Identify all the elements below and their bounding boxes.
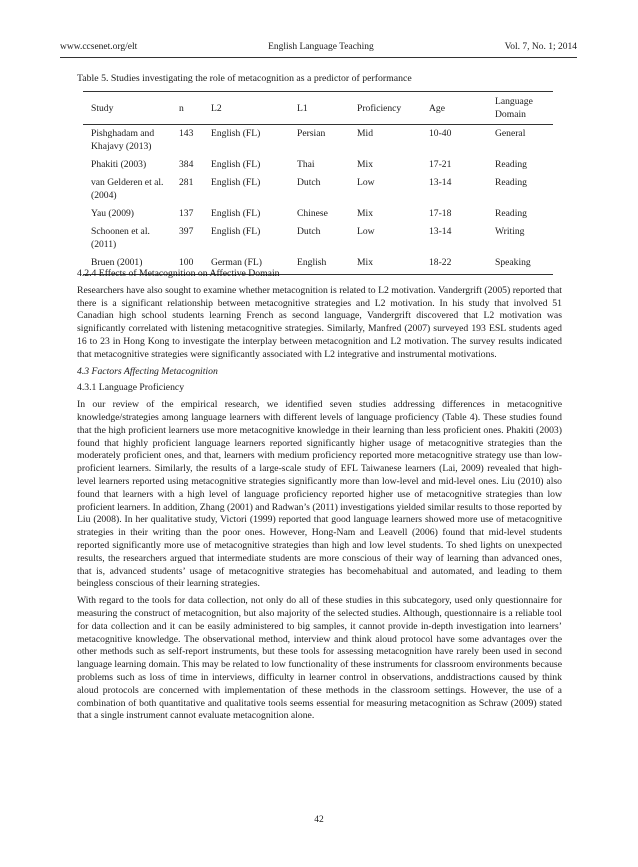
- table-row: [83, 125, 553, 157]
- table-row: [83, 174, 553, 205]
- table-cell: Chinese: [297, 208, 328, 219]
- table-row: [83, 205, 553, 223]
- paragraph-motivation: Researchers have also sought to examine whether metacognition is related to L2 motivation. Vandergrift (2005) reported that there is a significant relationship between metacognitive strategies and L2 motivation. In his study that involved 51 Canadian high school students learning French as second language, Vandergrift discovered that L2 motivation was significantly correlated with listening metacognitive strategies. Similarly, Manfred (2007) surveyed 193 ESL students aged 16 to 23 in Hong Kong to investigate the interplay between metacognition and L2 motivation. The survey results indicated that metacognitive strategies were significantly associated with L2 integrative and instrumental motivations.: [77, 284, 562, 360]
- column-header: L2: [203, 92, 289, 125]
- table-cell: 17-21: [429, 159, 452, 170]
- table-cell: English (FL): [211, 208, 261, 219]
- table-cell: Bruen (2001): [83, 254, 171, 275]
- page-number: 42: [314, 815, 324, 825]
- table-cell: Dutch: [297, 226, 321, 237]
- table-row: [83, 223, 553, 254]
- column-header: Proficiency: [349, 92, 421, 125]
- header-rule: [60, 57, 577, 58]
- column-header: L1: [289, 92, 349, 125]
- running-header: [60, 42, 577, 56]
- table-cell: 13-14: [429, 226, 452, 237]
- table-cell: Reading: [495, 177, 527, 188]
- table-cell: General: [495, 128, 526, 139]
- table-cell: 18-22: [421, 254, 487, 275]
- table-cell: English: [289, 254, 349, 275]
- table-cell: Thai: [297, 159, 315, 170]
- table-cell: Schoonen et al. (2011): [91, 226, 150, 250]
- section-heading-4-3-1: 4.3.1 Language Proficiency: [77, 382, 185, 394]
- table-cell: Mix: [357, 159, 373, 170]
- journal-title: English Language Teaching: [268, 42, 374, 52]
- table-cell: 384: [179, 159, 194, 170]
- table-cell: 10-40: [429, 128, 452, 139]
- table-cell: 17-18: [429, 208, 452, 219]
- column-header: Age: [421, 92, 487, 125]
- table-cell: van Gelderen et al. (2004): [91, 177, 164, 201]
- table-cell: 143: [179, 128, 194, 139]
- table-cell: 100: [171, 254, 203, 275]
- paragraph-tools: With regard to the tools for data collection, not only do all of these studies in this subcategory, used only questionnaire for measuring the construct of metacognition, but also majority of the selected studies. Although, questionnaire is a reliable tool for data collection and it can be easily administered to big samples, it cannot provide in-depth investigation into learners’ metacognitive knowledge. The observational method, interview and think aloud protocol have some advantages over the other methods such as self-report instruments, but these tools for assessing metacognition have rarely been used in second language learning domain. This may be related to low functionality of these instruments for classroom environments because problems such as loss of time in interviews, difficulty in learner control in observations, anddistractions caused by think aloud protocols are concerned with implementation of these methods in the classroom settings. However, the use of a combination of both quantitative and qualitative tools seems essential for measuring metacognition as Schraw (2009) stated that a single instrument cannot evaluate metacognition alone.: [77, 595, 562, 722]
- table-cell: German (FL): [203, 254, 289, 275]
- table-cell: English (FL): [211, 177, 261, 188]
- section-heading-4-2-4: 4.2.4 Effects of Metacognition on Affective Domain: [77, 268, 280, 279]
- table-cell: Pishghadam and Khajavy (2013): [91, 128, 155, 152]
- table-cell: Mid: [357, 128, 373, 139]
- table-cell: English (FL): [211, 226, 261, 237]
- studies-table: [83, 91, 553, 275]
- table-cell: Mix: [349, 254, 421, 275]
- column-header: Study: [83, 92, 171, 125]
- journal-url: www.ccsenet.org/elt: [60, 42, 138, 52]
- table-cell: Mix: [357, 208, 373, 219]
- table-cell: Speaking: [487, 254, 553, 275]
- table-caption: Table 5. Studies investigating the role of metacognition as a predictor of performance: [77, 73, 412, 84]
- table-header-row: [83, 92, 553, 125]
- table-cell: Yau (2009): [91, 208, 134, 219]
- table-cell: 397: [179, 226, 194, 237]
- table-cell: Low: [357, 226, 375, 237]
- table-row: [83, 156, 553, 174]
- table-cell: Phakiti (2003): [91, 159, 147, 170]
- table-cell: Reading: [495, 208, 527, 219]
- table-cell: English (FL): [211, 159, 261, 170]
- table-cell: English (FL): [211, 128, 261, 139]
- volume-info: Vol. 7, No. 1; 2014: [504, 42, 577, 52]
- table-cell: Dutch: [297, 177, 321, 188]
- table-cell: Writing: [495, 226, 525, 237]
- table-cell: 281: [179, 177, 194, 188]
- table-cell: Reading: [495, 159, 527, 170]
- section-heading-4-3: 4.3 Factors Affecting Metacognition: [77, 365, 218, 377]
- table-cell: Persian: [297, 128, 326, 139]
- table-cell: 137: [179, 208, 194, 219]
- paragraph-proficiency: In our review of the empirical research, we identified seven studies addressing differences in metacognitive knowledge/strategies among language learners with different levels of language proficiency (Table 4). These studies found that the high proficient learners use more metacognitive knowledge in their learning than less proficient ones. Phakiti (2003) found that highly proficient language learners reported significantly higher usage of metacognitive strategies than the moderately proficient ones, and that, learners with medium proficiency reported more metacognitive strategy use than low-proficient learners. Similarly, the results of a large-scale study of EFL Taiwanese learners (Lai, 2009) revealed that high-level learners reported using metacognitive strategies significantly more than low-level and mid-level ones. Liu (2010) also found that learners with a high level of language proficiency reported higher use of metacognitive strategies than low proficient learners. In addition, Zhang (2001) and Radwan’s (2011) investigations yielded similar results to those reported by Liu (2008). In her qualitative study, Victori (1999) reported that good language learners showed more use of metacognitive strategies in their writing than the poor ones. However, Hong-Nam and Leavell (2006) found that mid-level students reported significantly more use of metacognitive strategies than high and low level students. To shed lights on unexpected results, the researchers argued that intermediate students are more conscious of their way of learning than advanced ones, that is, advanced students’ usage of metacognitive strategies has becomehabitual and automated, and leading to them beingless conscious of their learning strategies.: [77, 399, 562, 590]
- table-cell: Low: [357, 177, 375, 188]
- table-cell: 13-14: [429, 177, 452, 188]
- column-header: n: [171, 92, 203, 125]
- body-text: [77, 268, 562, 727]
- column-header: Language Domain: [487, 92, 553, 125]
